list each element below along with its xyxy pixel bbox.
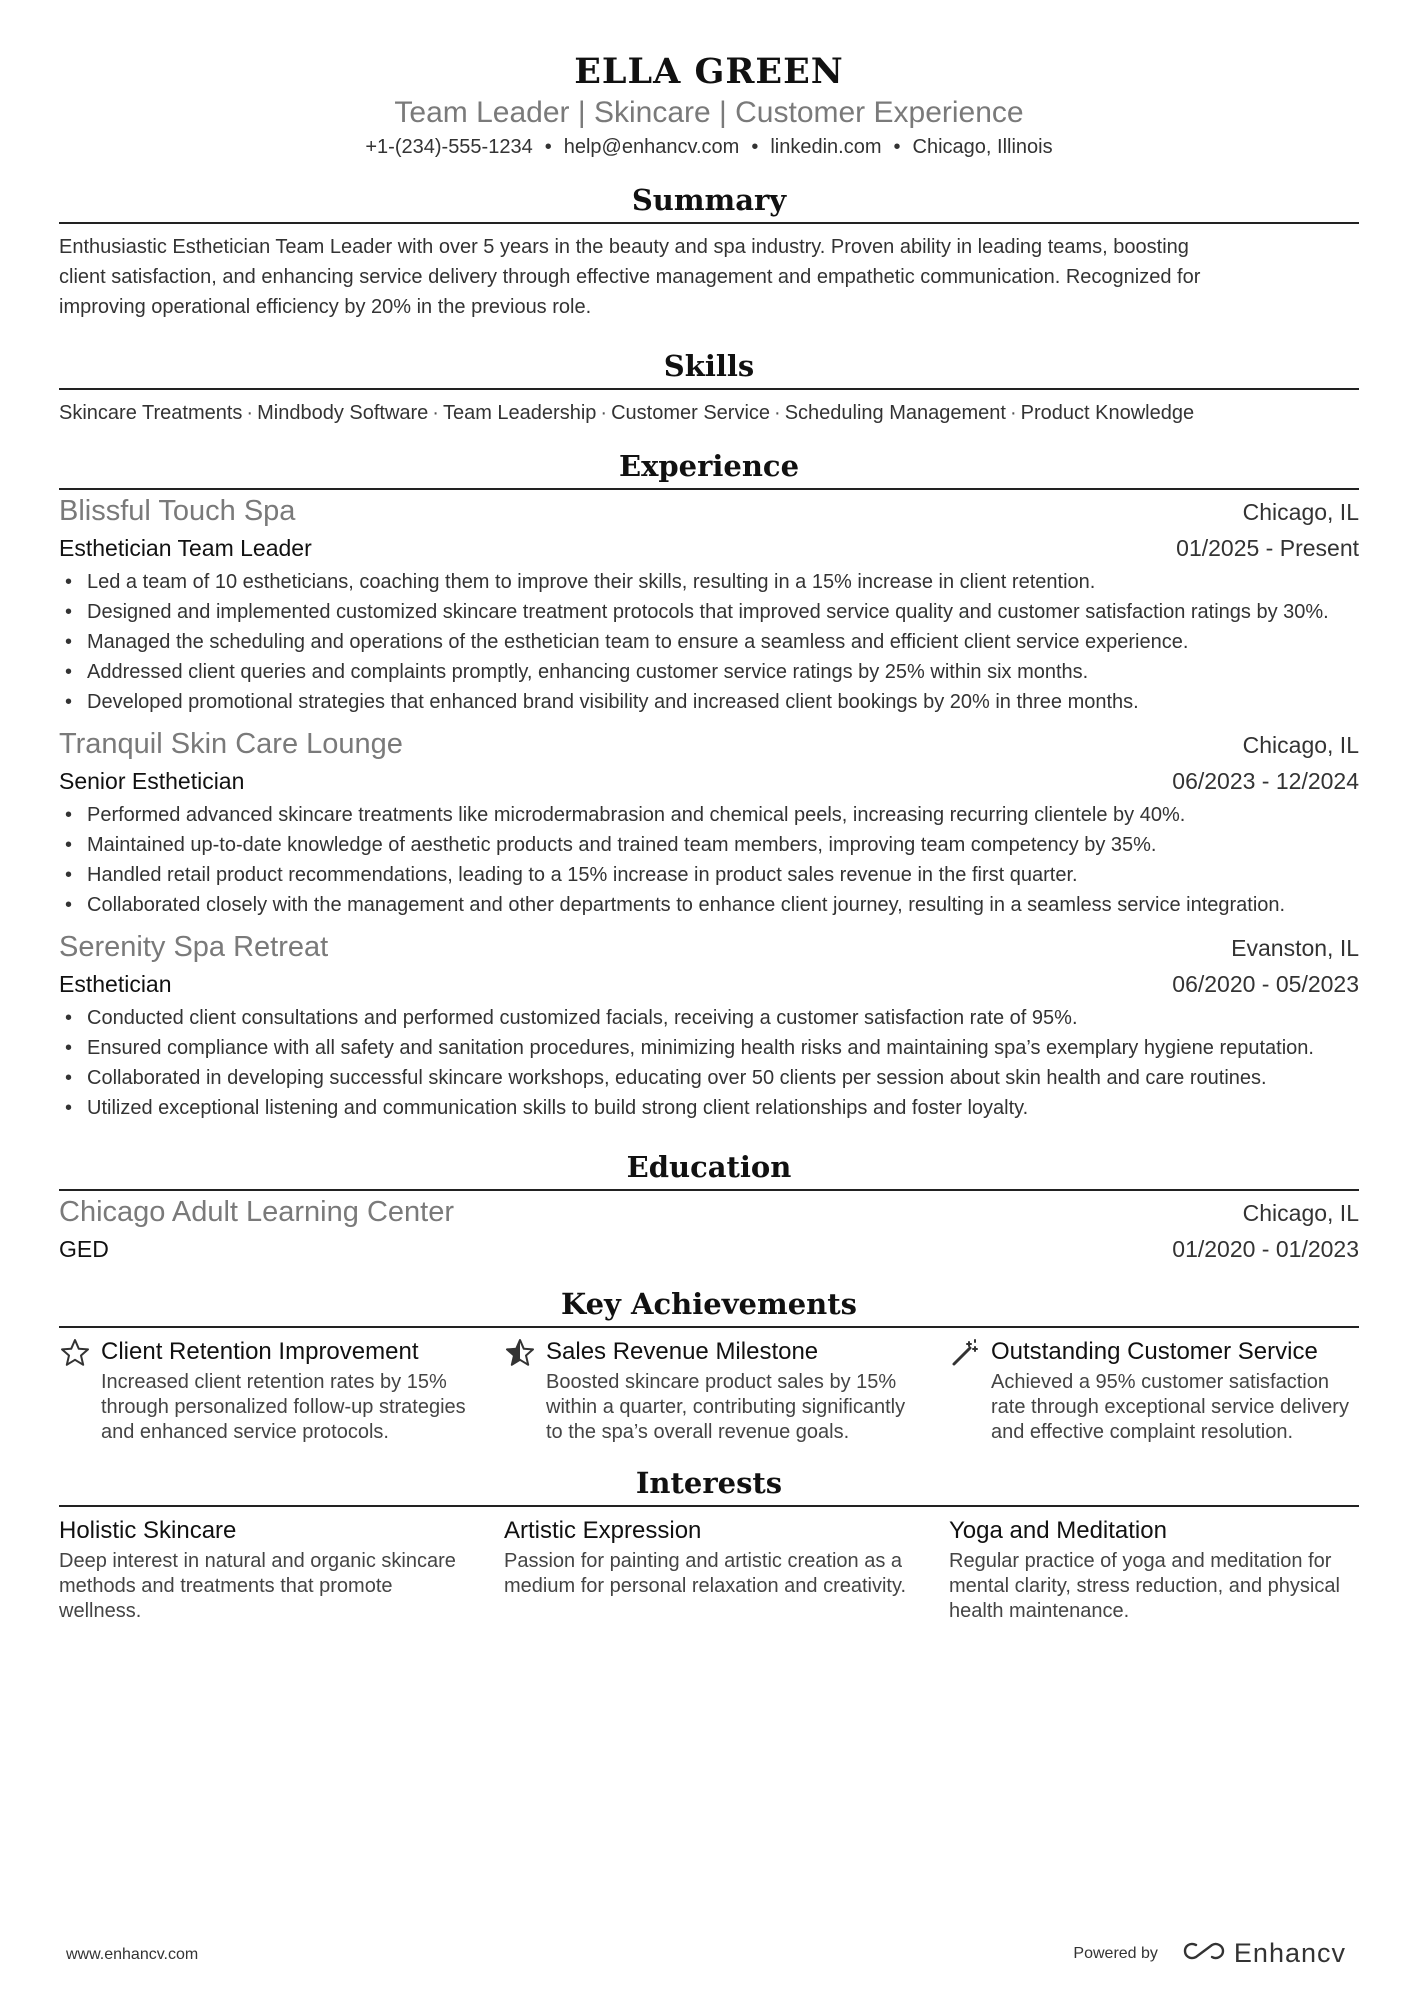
job-entry (59, 725, 1359, 920)
headline: Team Leader | Skincare | Customer Experience (394, 96, 1024, 129)
company-name: Blissful Touch Spa (59, 495, 296, 527)
section-divider (59, 388, 1359, 390)
star-half-icon (504, 1337, 536, 1369)
job-subheader (59, 531, 1359, 565)
skill-item: Skincare Treatments (59, 402, 243, 424)
job-entry (59, 492, 1359, 717)
section-divider (59, 222, 1359, 224)
interests-grid (59, 1513, 1359, 1624)
achievement-header (504, 1334, 914, 1370)
job-location: Chicago, IL (1242, 499, 1359, 525)
skill-separator: · (600, 402, 608, 424)
interest-card (949, 1513, 1359, 1624)
achievement-title: Client Retention Improvement (101, 1338, 419, 1365)
interest-title: Artistic Expression (504, 1517, 702, 1544)
magic-wand-icon (949, 1337, 981, 1369)
summary-line: client satisfaction, and enhancing service delivery through effective management and empathetic communication. Recognized for (59, 266, 1201, 288)
section-title-skills: Skills (663, 349, 755, 383)
skill-item: Team Leadership (442, 402, 597, 424)
separator-dot: • (751, 136, 759, 158)
achievements-grid (59, 1334, 1359, 1445)
skills-section (59, 346, 1359, 428)
job-dates: 06/2020 - 05/2023 (1172, 971, 1359, 997)
job-subheader (59, 967, 1359, 1001)
skill-separator: · (432, 402, 439, 424)
separator-dot: • (544, 136, 552, 158)
achievement-card (949, 1334, 1359, 1445)
contact-line (59, 132, 1359, 162)
job-bullets (59, 567, 1359, 717)
job-bullets (59, 800, 1359, 920)
candidate-name: ELLA GREEN (574, 51, 844, 92)
bullet-item: • Collaborated closely with the management and other departments to enhance client journey, resulting in a seamless service integration. (59, 890, 1359, 920)
interest-title: Holistic Skincare (59, 1517, 237, 1544)
bullet-item: • Performed advanced skincare treatments like microdermabrasion and chemical peels, increasing recurring clientele by 40%. (59, 800, 1359, 830)
job-title: Esthetician (59, 971, 172, 997)
bullet-item: • Managed the scheduling and operations of the esthetician team to ensure a seamless and efficient client service experience. (59, 627, 1359, 657)
bullet-item: • Developed promotional strategies that enhanced brand visibility and increased client bookings by 20% in three months. (59, 687, 1359, 717)
bullet-item: • Handled retail product recommendations, leading to a 15% increase in product sales revenue in the first quarter. (59, 860, 1359, 890)
education-dates: 01/2020 - 01/2023 (1172, 1236, 1359, 1262)
job-entry (59, 928, 1359, 1123)
location: Chicago, Illinois (912, 136, 1053, 158)
interest-description: Passion for painting and artistic creation as a medium for personal relaxation and creativity. (504, 1550, 907, 1597)
phone[interactable]: +1-(234)-555-1234 (365, 136, 533, 158)
job-header (59, 725, 1359, 764)
achievement-card (504, 1334, 914, 1445)
school-location: Chicago, IL (1242, 1200, 1359, 1226)
bullet-item: • Ensured compliance with all safety and sanitation procedures, minimizing health risks and maintaining spa’s exemplary hygiene reputation. (59, 1033, 1359, 1063)
skill-item: Customer Service (611, 402, 771, 424)
school-name: Chicago Adult Learning Center (59, 1196, 454, 1228)
section-title-experience: Experience (618, 449, 800, 483)
interest-description: Deep interest in natural and organic skincare methods and treatments that promote wellness. (59, 1550, 456, 1622)
enhancv-logo-icon (1182, 1939, 1226, 1968)
company-name: Serenity Spa Retreat (59, 931, 329, 963)
summary-section (59, 180, 1359, 322)
achievement-header (949, 1334, 1359, 1370)
skill-separator: · (1009, 402, 1017, 424)
bullet-item: • Conducted client consultations and performed customized facials, receiving a customer satisfaction rate of 95%. (59, 1003, 1359, 1033)
interest-card (59, 1513, 469, 1624)
resume-page (59, 0, 1359, 1624)
footer (66, 1938, 1346, 1978)
achievement-description: Achieved a 95% customer satisfaction rate through exceptional service delivery and effective complaint resolution. (991, 1371, 1349, 1443)
job-location: Chicago, IL (1242, 732, 1359, 758)
section-divider (59, 1189, 1359, 1191)
job-header (59, 492, 1359, 531)
achievement-title: Sales Revenue Milestone (546, 1338, 819, 1365)
separator-dot: • (893, 136, 901, 158)
section-title-interests: Interests (635, 1466, 783, 1500)
education-header (59, 1193, 1359, 1232)
job-bullets (59, 1003, 1359, 1123)
section-divider (59, 488, 1359, 490)
education-section (59, 1147, 1359, 1266)
achievement-title: Outstanding Customer Service (991, 1338, 1318, 1365)
skills-list (59, 398, 1359, 428)
job-location: Evanston, IL (1231, 935, 1359, 961)
bullet-item: • Addressed client queries and complaints promptly, enhancing customer service ratings by 25% within six months. (59, 657, 1359, 687)
achievement-card (59, 1334, 469, 1445)
section-title-summary: Summary (631, 183, 787, 217)
achievement-header (59, 1334, 469, 1370)
email[interactable]: help@enhancv.com (563, 136, 740, 158)
job-title: Senior Esthetician (59, 768, 245, 794)
skill-item: Mindbody Software (257, 402, 429, 424)
achievements-section (59, 1284, 1359, 1445)
interest-title: Yoga and Meditation (949, 1517, 1167, 1544)
skill-separator: · (246, 402, 254, 424)
section-divider (59, 1505, 1359, 1507)
job-dates: 01/2025 - Present (1176, 535, 1359, 561)
achievement-description: Increased client retention rates by 15% through personalized follow-up strategies and enhanced service protocols. (101, 1371, 466, 1443)
interest-description: Regular practice of yoga and meditation for mental clarity, stress reduction, and physical health maintenance. (949, 1550, 1340, 1622)
company-name: Tranquil Skin Care Lounge (59, 728, 403, 760)
skill-item: Product Knowledge (1020, 402, 1195, 424)
job-subheader (59, 764, 1359, 798)
interests-section (59, 1463, 1359, 1624)
brand-name: Enhancv (1233, 1938, 1346, 1968)
star-outline-icon (59, 1337, 91, 1369)
bullet-item: • Utilized exceptional listening and communication skills to build strong client relationships and foster loyalty. (59, 1093, 1359, 1123)
bullet-item: • Designed and implemented customized skincare treatment protocols that improved service quality and customer satisfaction ratings by 30%. (59, 597, 1359, 627)
bullet-item: • Led a team of 10 estheticians, coaching them to improve their skills, resulting in a 15% increase in client retention. (59, 567, 1359, 597)
education-subheader (59, 1232, 1359, 1266)
section-title-achievements: Key Achievements (561, 1287, 857, 1321)
linkedin-link[interactable]: linkedin.com (770, 136, 882, 158)
website-link[interactable]: www.enhancv.com (66, 1946, 199, 1963)
skill-item: Scheduling Management (784, 402, 1006, 424)
job-title: Esthetician Team Leader (59, 535, 312, 561)
section-title-education: Education (626, 1150, 792, 1184)
section-divider (59, 1326, 1359, 1328)
bullet-item: • Maintained up-to-date knowledge of aesthetic products and trained team members, improving team competency by 35%. (59, 830, 1359, 860)
powered-by-label: Powered by (1073, 1944, 1158, 1962)
degree: GED (59, 1236, 109, 1262)
experience-section (59, 446, 1359, 1123)
summary-line: improving operational efficiency by 20% in the previous role. (59, 296, 592, 318)
job-dates: 06/2023 - 12/2024 (1172, 768, 1359, 794)
bullet-item: • Collaborated in developing successful skincare workshops, educating over 50 clients per session about skin health and care routines. (59, 1063, 1359, 1093)
job-header (59, 928, 1359, 967)
summary-line: Enthusiastic Esthetician Team Leader with over 5 years in the beauty and spa industry. Proven ability in leading teams, boosting (59, 236, 1189, 258)
summary-text (59, 232, 1359, 322)
interest-card (504, 1513, 914, 1624)
powered-by[interactable] (1073, 1938, 1346, 1969)
skill-separator: · (774, 402, 781, 424)
achievement-description: Boosted skincare product sales by 15% within a quarter, contributing significantly to the spa’s overall revenue goals. (546, 1371, 906, 1443)
